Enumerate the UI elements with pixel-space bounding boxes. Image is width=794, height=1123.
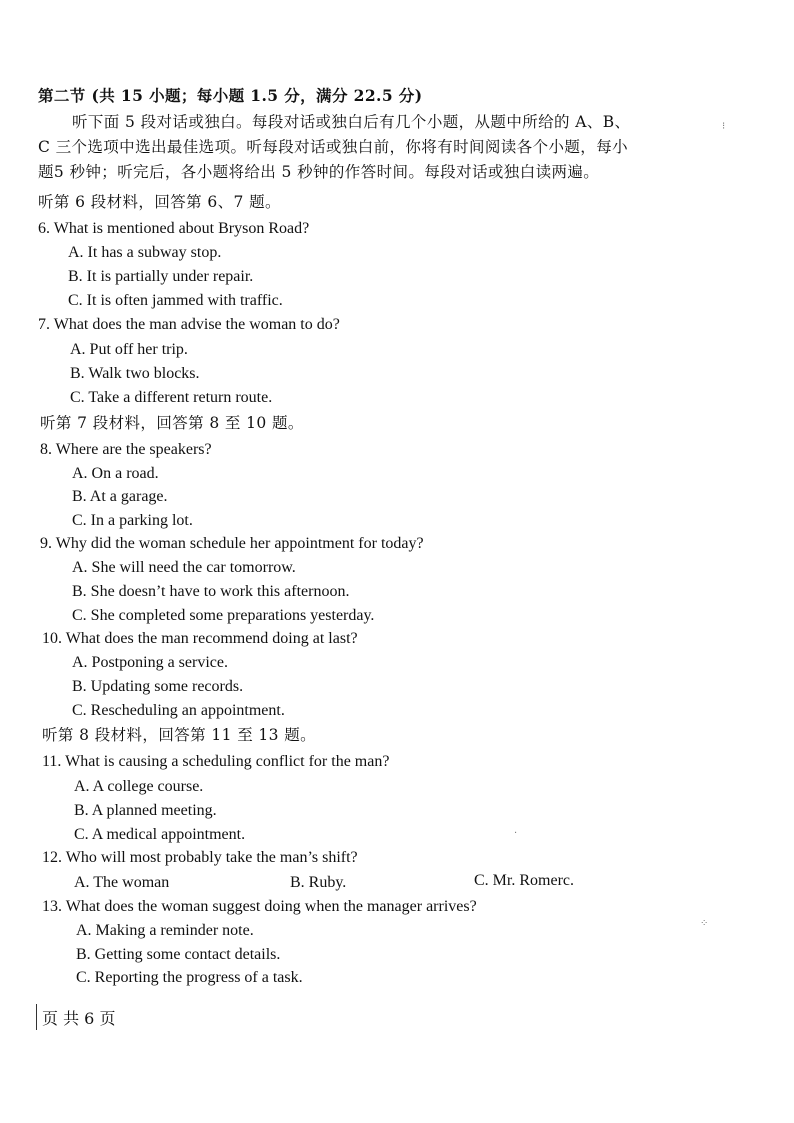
instruction-line-2: C 三个选项中选出最佳选项。听每段对话或独白前，你将有时间阅读各个小题，每小 xyxy=(38,138,628,156)
question-9-option-b: B. She doesn’t have to work this afternoon. xyxy=(72,583,350,600)
question-6-option-c: C. It is often jammed with traffic. xyxy=(68,292,283,309)
question-12-option-b: B. Ruby. xyxy=(290,874,347,891)
question-11-option-a: A. A college course. xyxy=(74,778,204,795)
question-10-stem: 10. What does the man recommend doing at last? xyxy=(42,630,358,647)
question-11-option-c: C. A medical appointment. xyxy=(74,826,246,843)
question-7-option-c: C. Take a different return route. xyxy=(70,389,273,406)
question-7-option-b: B. Walk two blocks. xyxy=(70,365,200,382)
question-7-stem: 7. What does the man advise the woman to do? xyxy=(38,316,340,333)
scan-speck: ⁝ xyxy=(722,121,726,132)
group-heading-2: 听第 7 段材料，回答第 8 至 10 题。 xyxy=(40,414,304,432)
scan-speck: · xyxy=(514,828,518,839)
section-header: 第二节 (共 15 小题；每小题 1.5 分，满分 22.5 分) xyxy=(38,86,423,105)
question-10-option-b: B. Updating some records. xyxy=(72,678,244,695)
group-heading-1: 听第 6 段材料，回答第 6、7 题。 xyxy=(38,193,281,211)
margin-line xyxy=(36,1004,37,1030)
page-footer: 页 共 6 页 xyxy=(42,1009,116,1028)
question-8-option-c: C. In a parking lot. xyxy=(72,512,193,529)
question-12-option-c: C. Mr. Romerc. xyxy=(474,872,574,889)
question-13-option-a: A. Making a reminder note. xyxy=(76,922,254,939)
question-11-stem: 11. What is causing a scheduling conflict for the man? xyxy=(42,753,390,770)
question-8-stem: 8. Where are the speakers? xyxy=(40,441,212,458)
question-9-option-c: C. She completed some preparations yesterday. xyxy=(72,607,375,624)
scan-speck: ⁘ xyxy=(700,918,709,929)
question-10-option-c: C. Rescheduling an appointment. xyxy=(72,702,285,719)
question-12-stem: 12. Who will most probably take the man’s shift? xyxy=(42,849,358,866)
question-11-option-b: B. A planned meeting. xyxy=(74,802,217,819)
question-12-option-a: A. The woman xyxy=(74,874,170,891)
question-9-stem: 9. Why did the woman schedule her appointment for today? xyxy=(40,535,424,552)
question-6-option-a: A. It has a subway stop. xyxy=(68,244,222,261)
instruction-line-1: 听下面 5 段对话或独白。每段对话或独白后有几个小题，从题中所给的 A、B、 xyxy=(72,113,631,131)
question-10-option-a: A. Postponing a service. xyxy=(72,654,228,671)
question-13-option-c: C. Reporting the progress of a task. xyxy=(76,969,303,986)
question-6-stem: 6. What is mentioned about Bryson Road? xyxy=(38,220,310,237)
question-13-stem: 13. What does the woman suggest doing when the manager arrives? xyxy=(42,898,477,915)
group-heading-3: 听第 8 段材料，回答第 11 至 13 题。 xyxy=(42,726,317,744)
instruction-line-3: 题5 秒钟；听完后，各小题将给出 5 秒钟的作答时间。每段对话或独白读两遍。 xyxy=(38,163,600,181)
question-13-option-b: B. Getting some contact details. xyxy=(76,946,281,963)
question-8-option-a: A. On a road. xyxy=(72,465,159,482)
question-6-option-b: B. It is partially under repair. xyxy=(68,268,254,285)
question-8-option-b: B. At a garage. xyxy=(72,488,168,505)
question-9-option-a: A. She will need the car tomorrow. xyxy=(72,559,296,576)
question-7-option-a: A. Put off her trip. xyxy=(70,341,188,358)
